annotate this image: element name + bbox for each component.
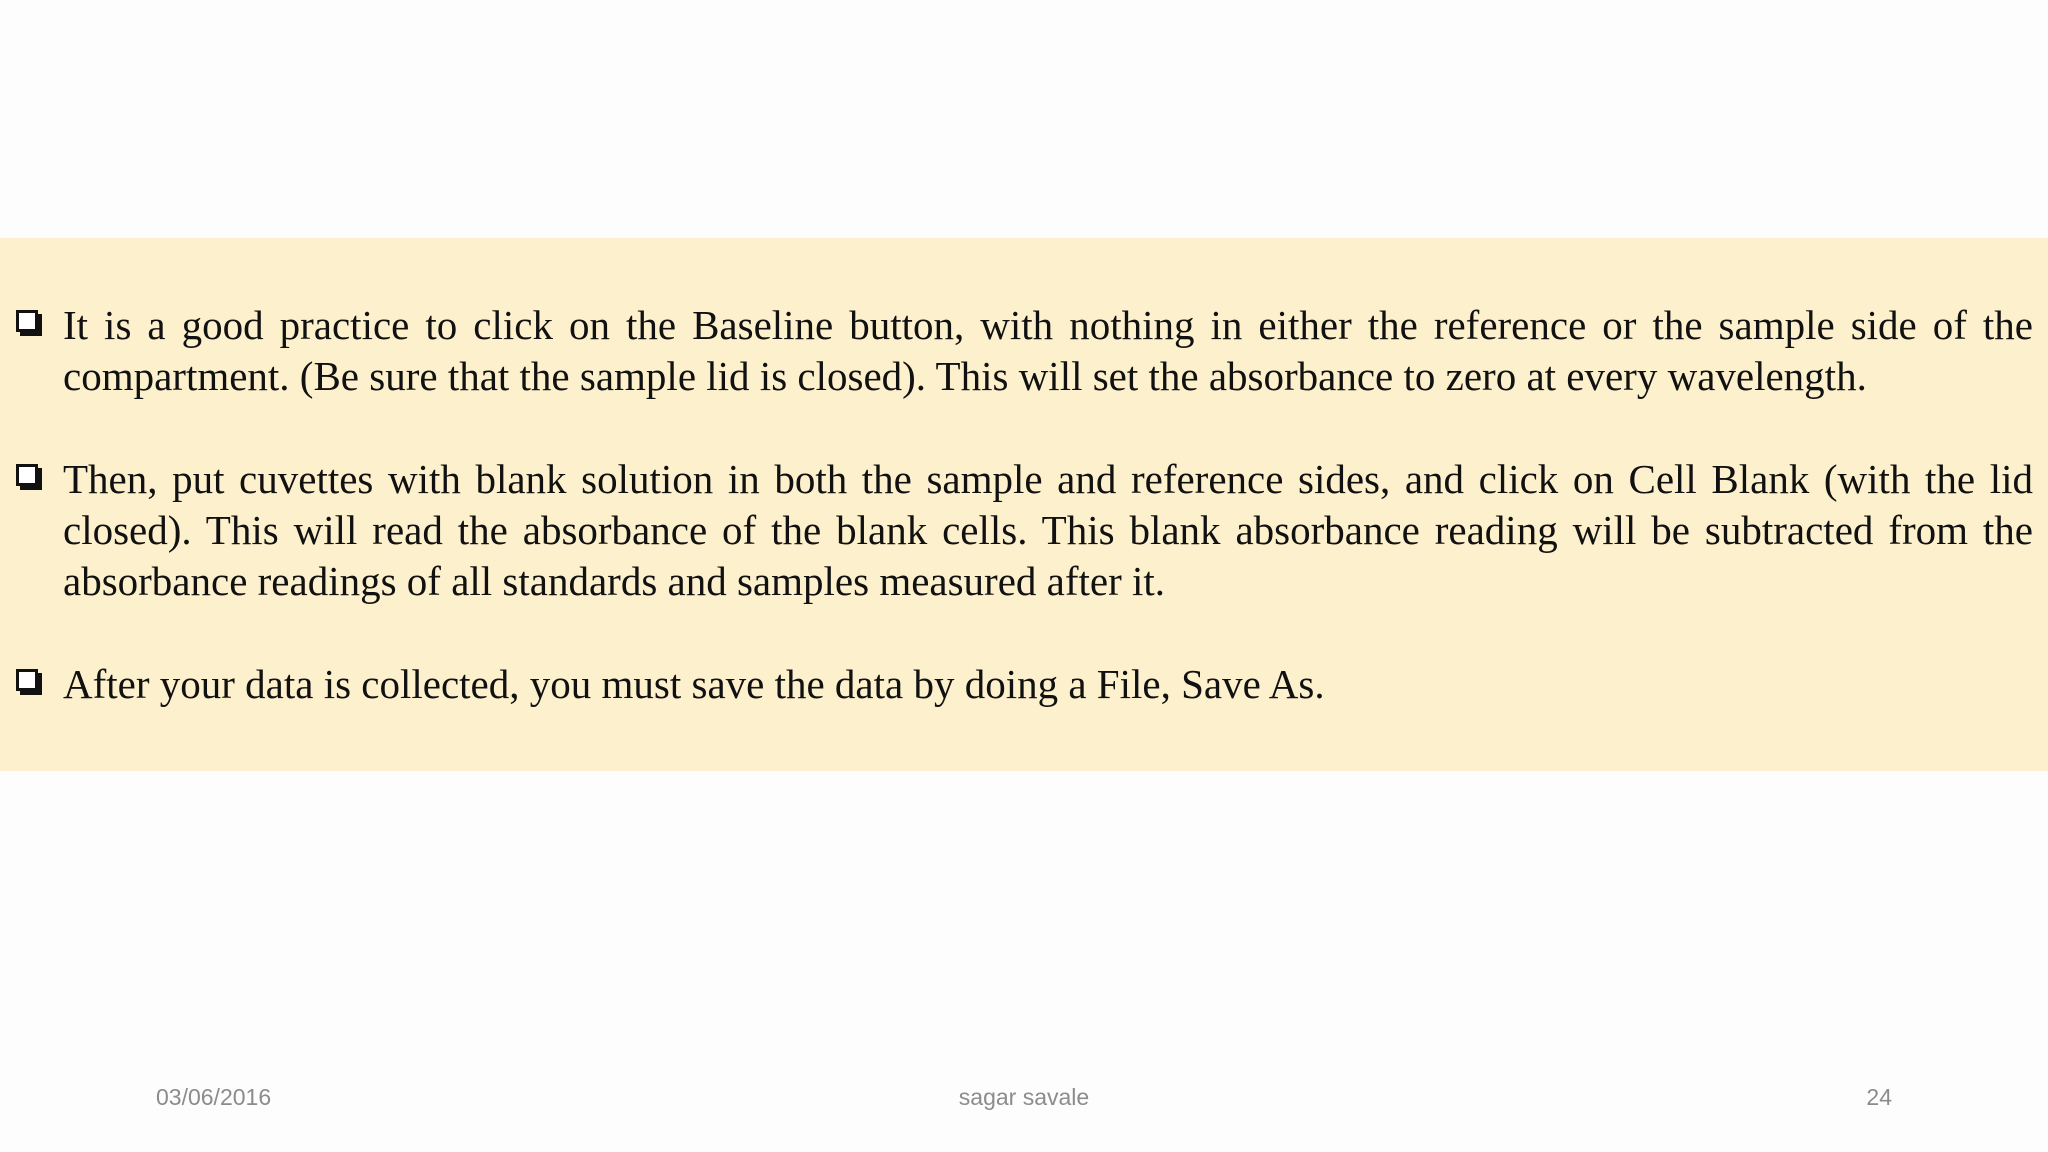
footer-date: 03/06/2016 — [156, 1084, 272, 1110]
footer-page-number: 24 — [1866, 1084, 1892, 1110]
square-bullet-icon — [16, 310, 38, 332]
square-bullet-icon — [16, 464, 38, 486]
bullet-text: Then, put cuvettes with blank solution in both the sample and reference sides, and click on Cell Blank (with the lid closed). This will read the absorbance of the blank cells. This blank absorbance reading will be subtracted from the absorbance readings of all standards and samples measured after it. — [63, 456, 2033, 604]
bullet-text: After your data is collected, you must save the data by doing a File, Save As. — [63, 661, 1325, 707]
bullet-text: It is a good practice to click on the Baseline button, with nothing in either the reference or the sample side of the compartment. (Be sure that the sample lid is closed). This will set the absorbance to zero at every wavelength. — [63, 302, 2033, 399]
footer-author: sagar savale — [958, 1084, 1090, 1110]
square-bullet-icon — [16, 669, 38, 691]
content-band — [0, 238, 2048, 771]
